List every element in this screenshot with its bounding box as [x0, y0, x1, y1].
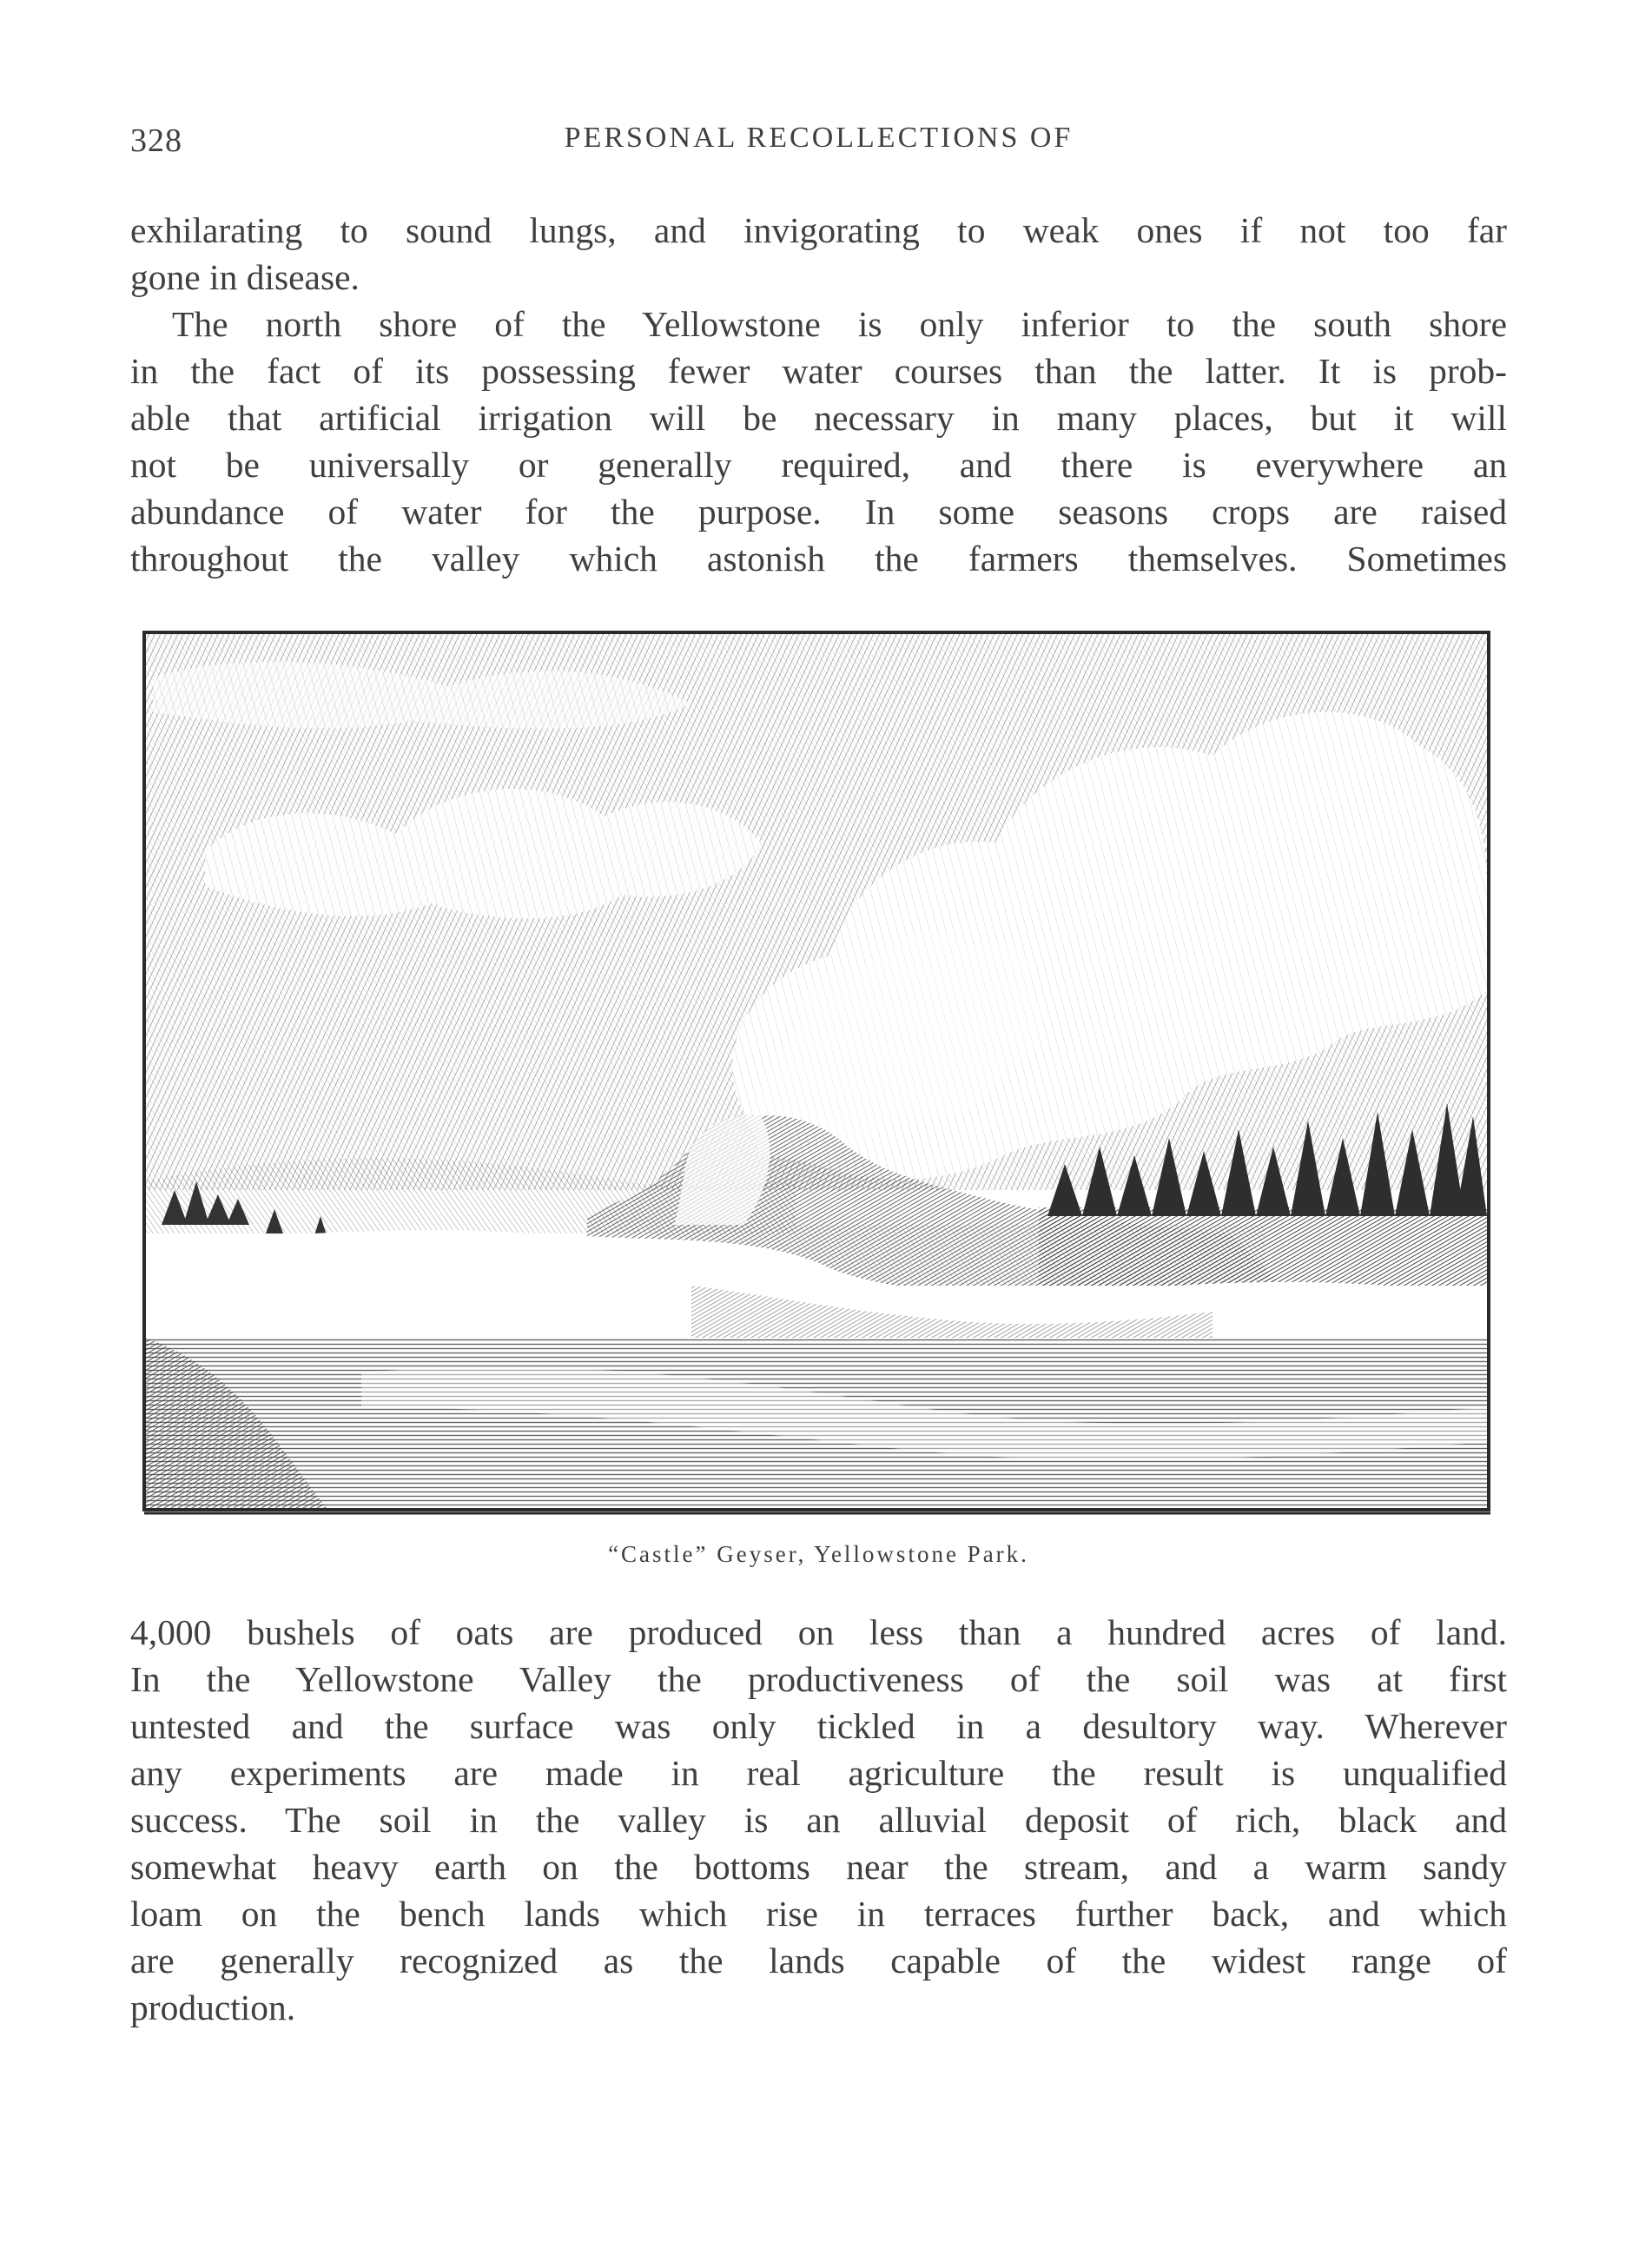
book-page [130, 0, 1507, 2262]
paragraph-continuation [130, 207, 1507, 301]
page-header [130, 122, 1507, 165]
figure-caption: “Castle” Geyser, Yellowstone Park. [608, 1541, 1029, 1567]
text-line: in the fact of its possessing fewer water courses than the latter. It is prob- [130, 351, 1507, 391]
text-line: are generally recognized as the lands capable of the widest range of [130, 1941, 1507, 1981]
text-line: not be universally or generally required, and there is everywhere an [130, 445, 1507, 485]
text-line: somewhat heavy earth on the bottoms near the stream, and a warm sandy [130, 1847, 1507, 1887]
page-number: 328 [130, 122, 182, 159]
text-line: abundance of water for the purpose. In some seasons crops are raised [130, 492, 1507, 532]
running-head: PERSONAL RECOLLECTIONS OF [564, 122, 1074, 154]
foreground-water [146, 1338, 1487, 1508]
text-line: The north shore of the Yellowstone is only inferior to the south shore [172, 304, 1507, 344]
castle-geyser-illustration [135, 625, 1499, 1520]
text-line: In the Yellowstone Valley the productiveness of the soil was at first [130, 1659, 1507, 1699]
text-line: success. The soil in the valley is an alluvial deposit of rich, black and [130, 1800, 1507, 1840]
text-line: untested and the surface was only tickled in a desultory way. Wherever [130, 1706, 1507, 1746]
text-line: production. [130, 1988, 296, 2027]
text-line: able that artificial irrigation will be necessary in many places, but it will [130, 398, 1507, 438]
text-line: loam on the bench lands which rise in terraces further back, and which [130, 1894, 1507, 1934]
paragraph-north-shore [130, 301, 1507, 582]
text-line: any experiments are made in real agriculture the result is unqualified [130, 1753, 1507, 1793]
text-line: throughout the valley which astonish the farmers themselves. Sometimes [130, 539, 1507, 579]
text-line: gone in disease. [130, 257, 360, 297]
paragraph-oats [130, 1609, 1507, 2031]
text-line: 4,000 bushels of oats are produced on less than a hundred acres of land. [130, 1612, 1507, 1652]
text-line: exhilarating to sound lungs, and invigorating to weak ones if not too far [130, 210, 1507, 250]
